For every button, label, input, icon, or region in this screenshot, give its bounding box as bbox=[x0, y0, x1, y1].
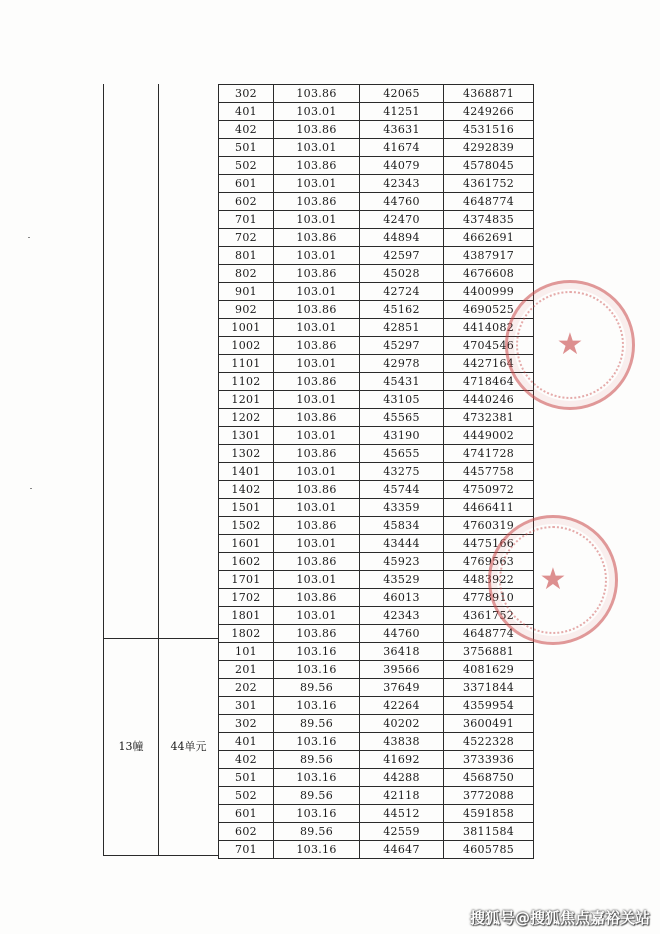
unit-price-cell: 42978 bbox=[360, 355, 444, 373]
unit-price-cell: 40202 bbox=[360, 715, 444, 733]
unit-price-cell: 42559 bbox=[360, 823, 444, 841]
area-cell: 103.01 bbox=[274, 247, 360, 265]
total-price-cell: 4605785 bbox=[444, 841, 534, 859]
area-cell: 103.86 bbox=[274, 481, 360, 499]
area-cell: 103.01 bbox=[274, 355, 360, 373]
room-number-cell: 801 bbox=[219, 247, 274, 265]
room-number-cell: 501 bbox=[219, 769, 274, 787]
room-number-cell: 1602 bbox=[219, 553, 274, 571]
table-row bbox=[219, 85, 534, 103]
room-number-cell: 202 bbox=[219, 679, 274, 697]
table-row bbox=[219, 769, 534, 787]
total-price-cell: 4249266 bbox=[444, 103, 534, 121]
room-number-cell: 502 bbox=[219, 787, 274, 805]
unit-price-cell: 45431 bbox=[360, 373, 444, 391]
unit-price-cell: 41251 bbox=[360, 103, 444, 121]
total-price-cell: 4778910 bbox=[444, 589, 534, 607]
room-number-cell: 401 bbox=[219, 733, 274, 751]
total-price-cell: 4475166 bbox=[444, 535, 534, 553]
room-number-cell: 401 bbox=[219, 103, 274, 121]
room-number-cell: 802 bbox=[219, 265, 274, 283]
table-row bbox=[219, 697, 534, 715]
area-cell: 103.01 bbox=[274, 607, 360, 625]
table-row bbox=[219, 409, 534, 427]
official-seal-top bbox=[505, 280, 635, 410]
seal-star-icon: ★ bbox=[556, 327, 584, 362]
area-cell: 103.01 bbox=[274, 139, 360, 157]
room-number-cell: 1301 bbox=[219, 427, 274, 445]
area-cell: 103.86 bbox=[274, 373, 360, 391]
room-number-cell: 302 bbox=[219, 715, 274, 733]
table-row bbox=[219, 679, 534, 697]
table-row bbox=[219, 787, 534, 805]
total-price-cell: 4414082 bbox=[444, 319, 534, 337]
area-cell: 103.16 bbox=[274, 697, 360, 715]
total-price-cell: 4483922 bbox=[444, 571, 534, 589]
scan-speck bbox=[30, 488, 32, 489]
total-price-cell: 4718464 bbox=[444, 373, 534, 391]
room-number-cell: 601 bbox=[219, 175, 274, 193]
room-number-cell: 1702 bbox=[219, 589, 274, 607]
room-number-cell: 1802 bbox=[219, 625, 274, 643]
area-cell: 103.86 bbox=[274, 265, 360, 283]
area-cell: 103.01 bbox=[274, 319, 360, 337]
unit-label: 44单元 bbox=[170, 740, 207, 753]
table-row bbox=[219, 553, 534, 571]
area-cell: 103.86 bbox=[274, 553, 360, 571]
total-price-cell: 4676608 bbox=[444, 265, 534, 283]
area-cell: 103.01 bbox=[274, 175, 360, 193]
table-row bbox=[219, 355, 534, 373]
unit-price-cell: 43529 bbox=[360, 571, 444, 589]
total-price-cell: 4400999 bbox=[444, 283, 534, 301]
room-number-cell: 901 bbox=[219, 283, 274, 301]
unit-price-cell: 45923 bbox=[360, 553, 444, 571]
total-price-cell: 4081629 bbox=[444, 661, 534, 679]
area-cell: 103.86 bbox=[274, 301, 360, 319]
total-price-cell: 4531516 bbox=[444, 121, 534, 139]
area-cell: 103.86 bbox=[274, 445, 360, 463]
table-row bbox=[219, 607, 534, 625]
unit-price-cell: 39566 bbox=[360, 661, 444, 679]
room-number-cell: 1701 bbox=[219, 571, 274, 589]
unit-price-cell: 45565 bbox=[360, 409, 444, 427]
total-price-cell: 4591858 bbox=[444, 805, 534, 823]
unit-price-cell: 42597 bbox=[360, 247, 444, 265]
price-table-body bbox=[219, 85, 534, 859]
total-price-cell: 3371844 bbox=[444, 679, 534, 697]
area-cell: 103.86 bbox=[274, 157, 360, 175]
unit-price-cell: 36418 bbox=[360, 643, 444, 661]
table-row bbox=[219, 283, 534, 301]
total-price-cell: 4760319 bbox=[444, 517, 534, 535]
unit-price-cell: 42264 bbox=[360, 697, 444, 715]
total-price-cell: 4690525 bbox=[444, 301, 534, 319]
table-row bbox=[219, 157, 534, 175]
table-row bbox=[219, 751, 534, 769]
table-row bbox=[219, 337, 534, 355]
room-number-cell: 602 bbox=[219, 823, 274, 841]
table-row bbox=[219, 121, 534, 139]
table-row bbox=[219, 481, 534, 499]
table-row bbox=[219, 625, 534, 643]
total-price-cell: 4427164 bbox=[444, 355, 534, 373]
unit-price-cell: 45655 bbox=[360, 445, 444, 463]
area-cell: 103.86 bbox=[274, 229, 360, 247]
total-price-cell: 4368871 bbox=[444, 85, 534, 103]
room-number-cell: 1302 bbox=[219, 445, 274, 463]
table-row bbox=[219, 319, 534, 337]
room-number-cell: 1001 bbox=[219, 319, 274, 337]
area-cell: 103.86 bbox=[274, 85, 360, 103]
building-label: 13幢 bbox=[118, 740, 144, 753]
area-cell: 103.86 bbox=[274, 625, 360, 643]
total-price-cell: 4374835 bbox=[444, 211, 534, 229]
area-cell: 103.01 bbox=[274, 283, 360, 301]
unit-price-cell: 42065 bbox=[360, 85, 444, 103]
room-number-cell: 1601 bbox=[219, 535, 274, 553]
area-cell: 103.86 bbox=[274, 517, 360, 535]
room-number-cell: 201 bbox=[219, 661, 274, 679]
unit-price-cell: 43444 bbox=[360, 535, 444, 553]
area-cell: 103.01 bbox=[274, 391, 360, 409]
official-seal-bottom bbox=[488, 515, 618, 645]
total-price-cell: 3756881 bbox=[444, 643, 534, 661]
area-cell: 103.01 bbox=[274, 499, 360, 517]
total-price-cell: 3600491 bbox=[444, 715, 534, 733]
area-cell: 103.16 bbox=[274, 805, 360, 823]
total-price-cell: 4750972 bbox=[444, 481, 534, 499]
area-cell: 89.56 bbox=[274, 823, 360, 841]
total-price-cell: 4741728 bbox=[444, 445, 534, 463]
area-cell: 89.56 bbox=[274, 679, 360, 697]
area-cell: 103.86 bbox=[274, 589, 360, 607]
unit-price-cell: 44894 bbox=[360, 229, 444, 247]
table-row bbox=[219, 445, 534, 463]
unit-price-cell: 42470 bbox=[360, 211, 444, 229]
total-price-cell: 4359954 bbox=[444, 697, 534, 715]
total-price-cell: 4457758 bbox=[444, 463, 534, 481]
unit-price-cell: 37649 bbox=[360, 679, 444, 697]
area-cell: 103.86 bbox=[274, 193, 360, 211]
room-number-cell: 502 bbox=[219, 157, 274, 175]
table-row bbox=[219, 499, 534, 517]
total-price-cell: 4440246 bbox=[444, 391, 534, 409]
total-price-cell: 4648774 bbox=[444, 625, 534, 643]
total-price-cell: 3772088 bbox=[444, 787, 534, 805]
room-number-cell: 301 bbox=[219, 697, 274, 715]
unit-price-cell: 42724 bbox=[360, 283, 444, 301]
table-row bbox=[219, 805, 534, 823]
total-price-cell: 4662691 bbox=[444, 229, 534, 247]
unit-price-cell: 44079 bbox=[360, 157, 444, 175]
scan-speck bbox=[28, 237, 30, 238]
unit-price-cell: 43190 bbox=[360, 427, 444, 445]
unit-price-cell: 42343 bbox=[360, 607, 444, 625]
area-cell: 103.86 bbox=[274, 121, 360, 139]
total-price-cell: 4466411 bbox=[444, 499, 534, 517]
area-cell: 89.56 bbox=[274, 787, 360, 805]
area-cell: 103.01 bbox=[274, 571, 360, 589]
total-price-cell: 4449002 bbox=[444, 427, 534, 445]
table-row bbox=[219, 463, 534, 481]
unit-price-cell: 43631 bbox=[360, 121, 444, 139]
area-cell: 103.16 bbox=[274, 841, 360, 859]
total-price-cell: 4704546 bbox=[444, 337, 534, 355]
area-cell: 103.86 bbox=[274, 409, 360, 427]
room-number-cell: 1201 bbox=[219, 391, 274, 409]
unit-price-cell: 43359 bbox=[360, 499, 444, 517]
table-row bbox=[219, 427, 534, 445]
room-number-cell: 1101 bbox=[219, 355, 274, 373]
room-number-cell: 1501 bbox=[219, 499, 274, 517]
unit-price-cell: 46013 bbox=[360, 589, 444, 607]
area-cell: 103.16 bbox=[274, 643, 360, 661]
room-number-cell: 1402 bbox=[219, 481, 274, 499]
unit-price-cell: 44288 bbox=[360, 769, 444, 787]
room-number-cell: 602 bbox=[219, 193, 274, 211]
room-number-cell: 701 bbox=[219, 841, 274, 859]
table-row bbox=[219, 517, 534, 535]
room-number-cell: 1202 bbox=[219, 409, 274, 427]
area-cell: 103.01 bbox=[274, 535, 360, 553]
total-price-cell: 4522328 bbox=[444, 733, 534, 751]
unit-price-cell: 42343 bbox=[360, 175, 444, 193]
area-cell: 103.16 bbox=[274, 661, 360, 679]
unit-price-cell: 44760 bbox=[360, 625, 444, 643]
area-cell: 103.01 bbox=[274, 463, 360, 481]
area-cell: 103.16 bbox=[274, 733, 360, 751]
table-row bbox=[219, 139, 534, 157]
total-price-cell: 4648774 bbox=[444, 193, 534, 211]
seal-star-icon: ★ bbox=[539, 562, 567, 597]
room-number-cell: 1801 bbox=[219, 607, 274, 625]
table-row bbox=[219, 733, 534, 751]
table-row bbox=[219, 715, 534, 733]
area-cell: 89.56 bbox=[274, 751, 360, 769]
room-number-cell: 1401 bbox=[219, 463, 274, 481]
table-row bbox=[219, 823, 534, 841]
table-row bbox=[219, 841, 534, 859]
room-number-cell: 402 bbox=[219, 751, 274, 769]
watermark-text: 搜狐号@搜狐焦点嘉裕关站 bbox=[469, 909, 650, 927]
unit-price-cell: 45162 bbox=[360, 301, 444, 319]
table-row bbox=[219, 211, 534, 229]
unit-price-cell: 44760 bbox=[360, 193, 444, 211]
table-row bbox=[219, 247, 534, 265]
area-cell: 103.01 bbox=[274, 211, 360, 229]
unit-price-cell: 42118 bbox=[360, 787, 444, 805]
table-row bbox=[219, 661, 534, 679]
room-number-cell: 1002 bbox=[219, 337, 274, 355]
area-cell: 89.56 bbox=[274, 715, 360, 733]
total-price-cell: 3733936 bbox=[444, 751, 534, 769]
unit-price-cell: 45834 bbox=[360, 517, 444, 535]
total-price-cell: 4568750 bbox=[444, 769, 534, 787]
room-number-cell: 501 bbox=[219, 139, 274, 157]
price-table bbox=[218, 84, 534, 859]
table-row bbox=[219, 229, 534, 247]
room-number-cell: 101 bbox=[219, 643, 274, 661]
total-price-cell: 4387917 bbox=[444, 247, 534, 265]
total-price-cell: 4769563 bbox=[444, 553, 534, 571]
room-number-cell: 1502 bbox=[219, 517, 274, 535]
area-cell: 103.86 bbox=[274, 337, 360, 355]
room-number-cell: 402 bbox=[219, 121, 274, 139]
room-number-cell: 702 bbox=[219, 229, 274, 247]
table-row bbox=[219, 643, 534, 661]
unit-price-cell: 44647 bbox=[360, 841, 444, 859]
unit-price-cell: 45744 bbox=[360, 481, 444, 499]
table-row bbox=[219, 373, 534, 391]
total-price-cell: 4732381 bbox=[444, 409, 534, 427]
table-row bbox=[219, 301, 534, 319]
area-cell: 103.01 bbox=[274, 427, 360, 445]
room-number-cell: 601 bbox=[219, 805, 274, 823]
room-number-cell: 902 bbox=[219, 301, 274, 319]
table-row bbox=[219, 571, 534, 589]
table-row bbox=[219, 175, 534, 193]
total-price-cell: 4361752 bbox=[444, 607, 534, 625]
table-bottom-border bbox=[103, 855, 218, 856]
unit-price-cell: 44512 bbox=[360, 805, 444, 823]
table-row bbox=[219, 391, 534, 409]
room-number-cell: 1102 bbox=[219, 373, 274, 391]
area-cell: 103.16 bbox=[274, 769, 360, 787]
table-row bbox=[219, 103, 534, 121]
group-separator-line bbox=[103, 638, 218, 639]
total-price-cell: 4361752 bbox=[444, 175, 534, 193]
table-row bbox=[219, 265, 534, 283]
total-price-cell: 4578045 bbox=[444, 157, 534, 175]
table-row bbox=[219, 193, 534, 211]
unit-price-cell: 43838 bbox=[360, 733, 444, 751]
unit-price-cell: 43275 bbox=[360, 463, 444, 481]
unit-price-cell: 45028 bbox=[360, 265, 444, 283]
total-price-cell: 3811584 bbox=[444, 823, 534, 841]
room-number-cell: 302 bbox=[219, 85, 274, 103]
unit-price-cell: 43105 bbox=[360, 391, 444, 409]
area-cell: 103.01 bbox=[274, 103, 360, 121]
table-row bbox=[219, 535, 534, 553]
unit-price-cell: 42851 bbox=[360, 319, 444, 337]
unit-price-cell: 45297 bbox=[360, 337, 444, 355]
unit-price-cell: 41674 bbox=[360, 139, 444, 157]
room-number-cell: 701 bbox=[219, 211, 274, 229]
total-price-cell: 4292839 bbox=[444, 139, 534, 157]
table-row bbox=[219, 589, 534, 607]
unit-price-cell: 41692 bbox=[360, 751, 444, 769]
